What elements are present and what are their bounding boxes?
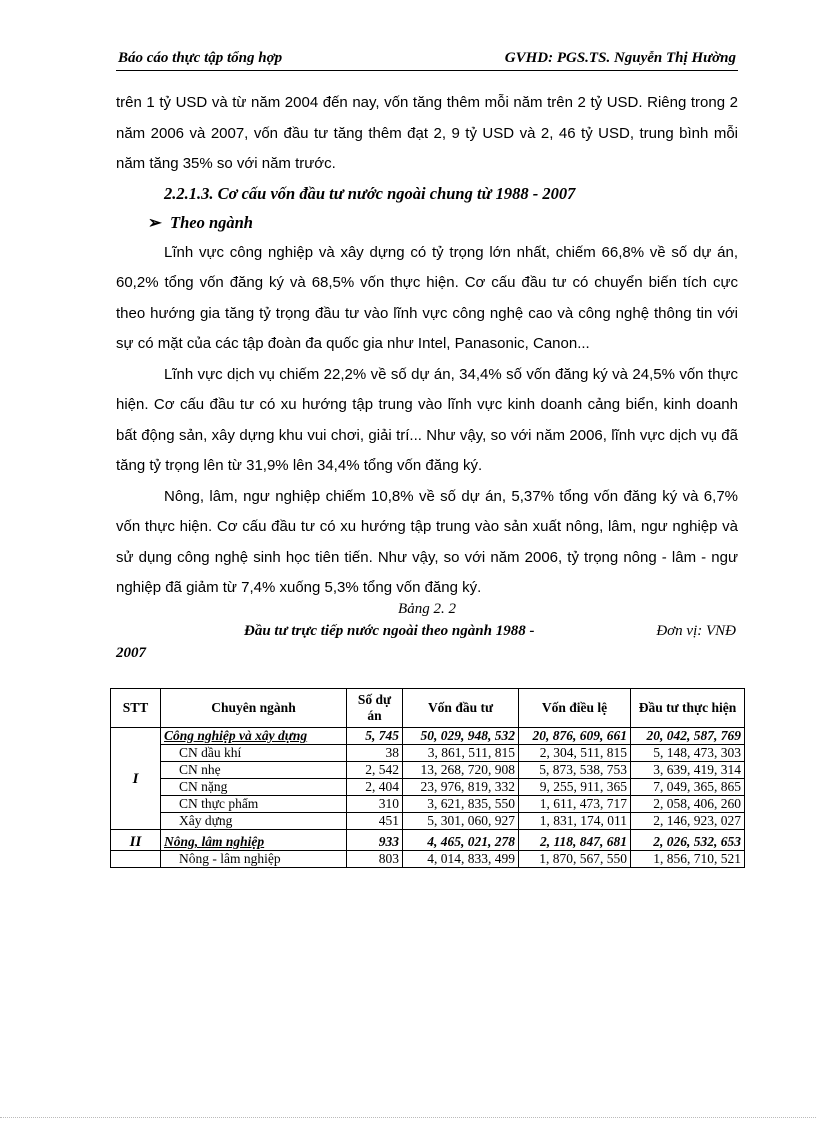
page-bottom-divider: [0, 1117, 816, 1118]
implemented-cell: 1, 856, 710, 521: [631, 851, 745, 868]
table-title: Đầu tư trực tiếp nước ngoài theo ngành 1988 -: [244, 623, 535, 639]
header-supervisor: GVHD: PGS.TS. Nguyễn Thị Hường: [504, 50, 736, 66]
fdi-by-sector-table: [110, 688, 745, 868]
group-stt: II: [111, 830, 161, 851]
sector-name: CN thực phẩm: [161, 796, 347, 813]
bullet-by-sector: [116, 208, 738, 238]
table-title-end: 2007: [116, 645, 146, 661]
sector-name: Nông, lâm nghiệp: [161, 830, 347, 851]
group-stt: I: [111, 728, 161, 830]
bullet-label: Theo ngành: [170, 212, 253, 232]
paragraph-agriculture: Nông, lâm, ngư nghiệp chiếm 10,8% về số dự án, 5,37% tổng vốn đăng ký và 6,7% vốn thực hiện. Cơ cấu đầu tư có xu hướng tập trung vào sản xuất nông, lâm, ngư nghiệp và sử dụng công nghệ sinh học tiên tiến. Như vậy, so với năm 2006, tỷ trọng nông - lâm - ngư nghiệp đã giảm từ 7,4% xuống 5,3% tổng vốn đăng ký.: [116, 487, 738, 596]
projects-cell: 933: [347, 830, 403, 851]
projects-cell: 803: [347, 851, 403, 868]
table-row: [111, 779, 745, 796]
header-implemented: Đầu tư thực hiện: [631, 689, 745, 728]
page-header: [116, 48, 738, 71]
header-investment: Vốn đầu tư: [403, 689, 519, 728]
charter-cell: 9, 255, 911, 365: [519, 779, 631, 796]
implemented-cell: 5, 148, 473, 303: [631, 745, 745, 762]
table-caption: [116, 598, 738, 664]
sector-name: CN nhẹ: [161, 762, 347, 779]
projects-cell: 2, 542: [347, 762, 403, 779]
projects-cell: 38: [347, 745, 403, 762]
investment-cell: 3, 861, 511, 815: [403, 745, 519, 762]
arrow-bullet-icon: ➢: [148, 212, 162, 232]
implemented-cell: 2, 146, 923, 027: [631, 813, 745, 830]
paragraph-capital-growth: trên 1 tỷ USD và từ năm 2004 đến nay, vốn tăng thêm mỗi năm trên 2 tỷ USD. Riêng trong 2 năm 2006 và 2007, vốn đầu tư tăng thêm đạt 2, 9 tỷ USD và 2, 46 tỷ USD, trung bình mỗi năm tăng 35% so với năm trước.: [116, 94, 738, 172]
implemented-cell: 3, 639, 419, 314: [631, 762, 745, 779]
table-number: Bảng 2. 2: [398, 601, 456, 617]
table-row: [111, 762, 745, 779]
projects-cell: 310: [347, 796, 403, 813]
header-stt: STT: [111, 689, 161, 728]
implemented-cell: 7, 049, 365, 865: [631, 779, 745, 796]
header-report-title: Báo cáo thực tập tổng hợp: [118, 50, 283, 66]
projects-cell: 2, 404: [347, 779, 403, 796]
investment-cell: 3, 621, 835, 550: [403, 796, 519, 813]
charter-cell: 1, 611, 473, 717: [519, 796, 631, 813]
projects-cell: 5, 745: [347, 728, 403, 745]
implemented-cell: 20, 042, 587, 769: [631, 728, 745, 745]
investment-cell: 4, 465, 021, 278: [403, 830, 519, 851]
sector-name: Công nghiệp và xây dựng: [161, 728, 347, 745]
charter-cell: 20, 876, 609, 661: [519, 728, 631, 745]
charter-cell: 2, 304, 511, 815: [519, 745, 631, 762]
charter-cell: 1, 831, 174, 011: [519, 813, 631, 830]
sector-name: Xây dựng: [161, 813, 347, 830]
investment-cell: 4, 014, 833, 499: [403, 851, 519, 868]
document-body: [116, 88, 738, 604]
investment-cell: 23, 976, 819, 332: [403, 779, 519, 796]
investment-cell: 50, 029, 948, 532: [403, 728, 519, 745]
investment-cell: 5, 301, 060, 927: [403, 813, 519, 830]
header-projects: Số dự án: [347, 689, 403, 728]
investment-cell: 13, 268, 720, 908: [403, 762, 519, 779]
paragraph-services: Lĩnh vực dịch vụ chiếm 22,2% về số dự án, 34,4% số vốn đăng ký và 24,5% vốn thực hiện. Cơ cấu đầu tư có xu hướng tập trung vào lĩnh vực kinh doanh cảng biển, kinh doanh bất động sản, xây dựng khu vui chơi, giải trí... Như vậy, so với năm 2006, lĩnh vực dịch vụ đã tăng tỷ trọng lên từ 31,9% lên 34,4% tổng vốn đăng ký.: [116, 365, 738, 474]
table-row: [111, 830, 745, 851]
table-unit: Đơn vị: VNĐ: [656, 623, 736, 639]
charter-cell: 1, 870, 567, 550: [519, 851, 631, 868]
implemented-cell: 2, 058, 406, 260: [631, 796, 745, 813]
section-heading: 2.2.1.3. Cơ cấu vốn đầu tư nước ngoài chung từ 1988 - 2007: [164, 183, 576, 203]
table-row: [111, 796, 745, 813]
sector-name: CN nặng: [161, 779, 347, 796]
sector-name: Nông - lâm nghiệp: [161, 851, 347, 868]
table-row: [111, 813, 745, 830]
sector-name: CN dầu khí: [161, 745, 347, 762]
table-row: [111, 851, 745, 868]
charter-cell: 5, 873, 538, 753: [519, 762, 631, 779]
paragraph-industry: Lĩnh vực công nghiệp và xây dựng có tỷ trọng lớn nhất, chiếm 66,8% về số dự án, 60,2% tổng vốn đăng ký và 68,5% vốn thực hiện. Cơ cấu đầu tư có chuyển biến tích cực theo hướng gia tăng tỷ trọng đầu tư vào lĩnh vực công nghệ cao và công nghệ thông tin với sự có mặt của các tập đoàn đa quốc gia như Intel, Panasonic, Canon...: [116, 243, 738, 352]
header-sector: Chuyên ngành: [161, 689, 347, 728]
table-row: [111, 728, 745, 745]
table-row: [111, 745, 745, 762]
table-header-row: [111, 689, 745, 728]
implemented-cell: 2, 026, 532, 653: [631, 830, 745, 851]
header-charter-capital: Vốn điều lệ: [519, 689, 631, 728]
projects-cell: 451: [347, 813, 403, 830]
charter-cell: 2, 118, 847, 681: [519, 830, 631, 851]
